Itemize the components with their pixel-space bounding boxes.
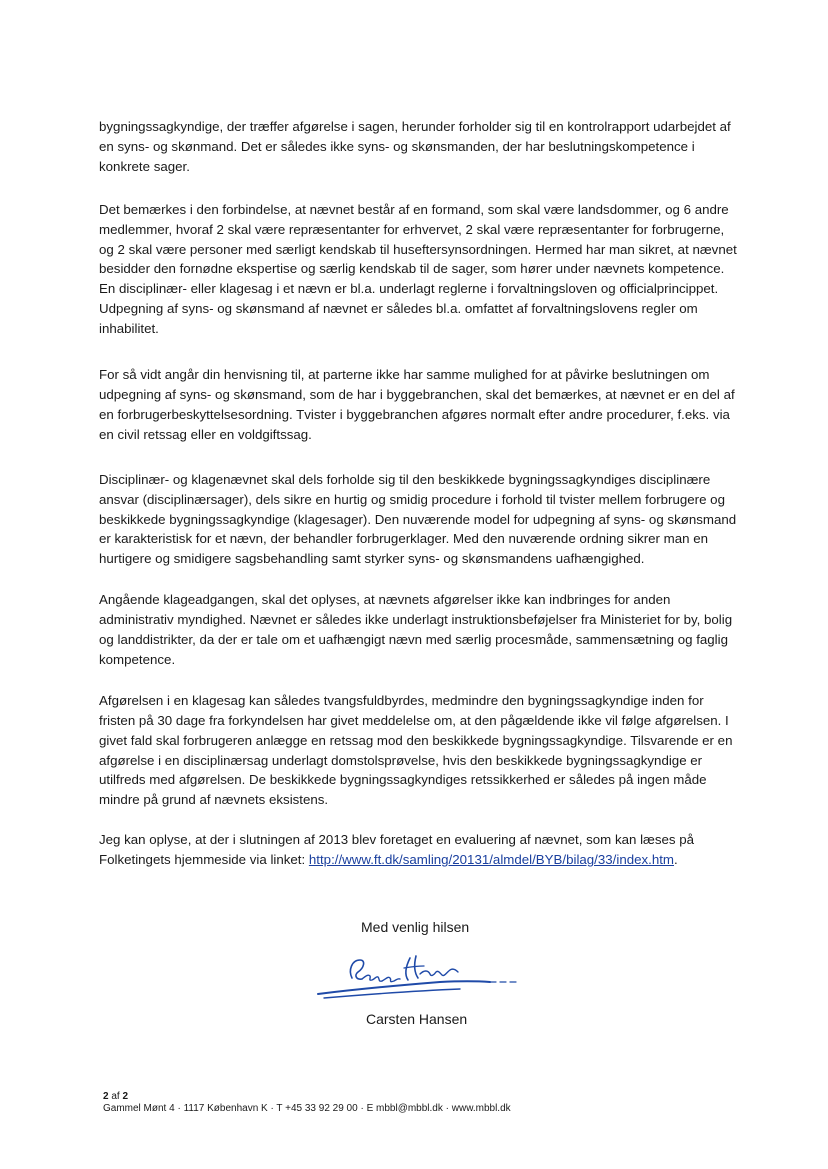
page-current: 2 <box>103 1091 109 1102</box>
paragraph-evaluation <box>99 830 739 870</box>
letter-body <box>99 117 739 890</box>
paragraph-2: Det bemærkes i den forbindelse, at nævnet består af en formand, som skal være landsdommer, og 6 andre medlemmer, hvoraf 2 skal være repræsentanter for erhvervet, 2 skal være repræsentanter for forbrugerne, og 2 skal være personer med særligt kendskab til huseftersynsordningen. Hermed har man sikret, at nævnet besidder den fornødne ekspertise og særlig kendskab til de sager, som hører under nævnets kompetence. En disciplinær- eller klagesag i et nævn er bl.a. underlagt reglerne i forvaltningsloven og officialprincippet. Udpegning af syns- og skønsmand af nævnet er således bl.a. omfattet af forvaltningslovens regler om inhabilitet. <box>99 201 737 337</box>
paragraph-4: Disciplinær- og klagenævnet skal dels forholde sig til den beskikkede bygningssagkyndiges disciplinære ansvar (disciplinærsager), dels sikre en hurtig og smidig procedure i forhold til tvister mellem forbrugere og beskikkede bygningssagkyndige (klagesager). Den nuværende model for udpegning af syns- og skønsmand er karakteristisk for et nævn, der behandler forbrugerklager. Med den nuværende ordning sikrer man en hurtigere og smidigere sagsbehandling samt styrker syns- og skønsmandens uafhængighed. <box>99 471 737 567</box>
page-number <box>103 1091 511 1103</box>
paragraph-5: Angående klageadgangen, skal det oplyses, at nævnets afgørelser ikke kan indbringes for anden administrativ myndighed. Nævnet er således ikke underlagt instruktionsbeføjelser fra Ministeriet for by, bolig og landdistrikter, da der er tale om et uafhængigt nævn med særlig procesmåde, sammensætning og faglig kompetence. <box>99 592 733 667</box>
page-of-label: af <box>108 1091 123 1102</box>
paragraph-1: bygningssagkyndige, der træffer afgørelse i sagen, herunder forholder sig til en kontrolrapport udarbejdet af en syns- og skønmand. Det er således ikke syns- og skønsmanden, der har beslutningskompetence i konkrete sager. <box>99 119 731 174</box>
footer-address: Gammel Mønt 4 · 1117 København K · T +45 33 92 29 00 · E mbbl@mbbl.dk · www.mbbl.dk <box>103 1103 511 1114</box>
closing-greeting: Med venlig hilsen <box>361 919 470 935</box>
paragraph-6: Afgørelsen i en klagesag kan således tvangsfuldbyrdes, medmindre den bygningssagkyndige inden for fristen på 30 dage fra forkyndelsen har givet meddelelse om, at den pågældende ikke vil følge afgørelsen. I givet fald skal forbrugeren anlægge en retssag mod den beskikkede bygningssagkyndige. Tilsvarende er en afgørelse i en disciplinærsag underlagt domstolsprøvelse, hvis den beskikkede bygningssagkyndige er utilfreds med afgørelsen. De beskikkede bygningssagkyndiges retssikkerhed er således på ingen måde mindre på grund af nævnets eksistens. <box>99 692 733 808</box>
signer-name: Carsten Hansen <box>366 1011 468 1027</box>
evaluation-period: . <box>674 852 678 868</box>
paragraph-3: For så vidt angår din henvisning til, at parterne ikke har samme mulighed for at påvirke beslutningen om udpegning af syns- og skønsmand, som de har i byggebranchen, skal det bemærkes, at nævnet er en del af en forbrugerbeskyttelsesordning. Tvister i byggebranchen afgøres normalt efter andre procedurer, f.eks. via en civil retssag eller en voldgiftssag. <box>99 367 735 442</box>
handwritten-signature <box>300 948 530 1004</box>
page-footer <box>103 1091 511 1115</box>
page-total: 2 <box>122 1091 129 1102</box>
folketinget-link[interactable]: http://www.ft.dk/samling/20131/almdel/BYB/bilag/33/index.htm <box>308 852 675 868</box>
evaluation-text: Jeg kan oplyse, at der i slutningen af 2013 blev foretaget en evaluering af nævnet, som kan læses på Folketingets hjemmeside via linket: <box>99 832 695 868</box>
